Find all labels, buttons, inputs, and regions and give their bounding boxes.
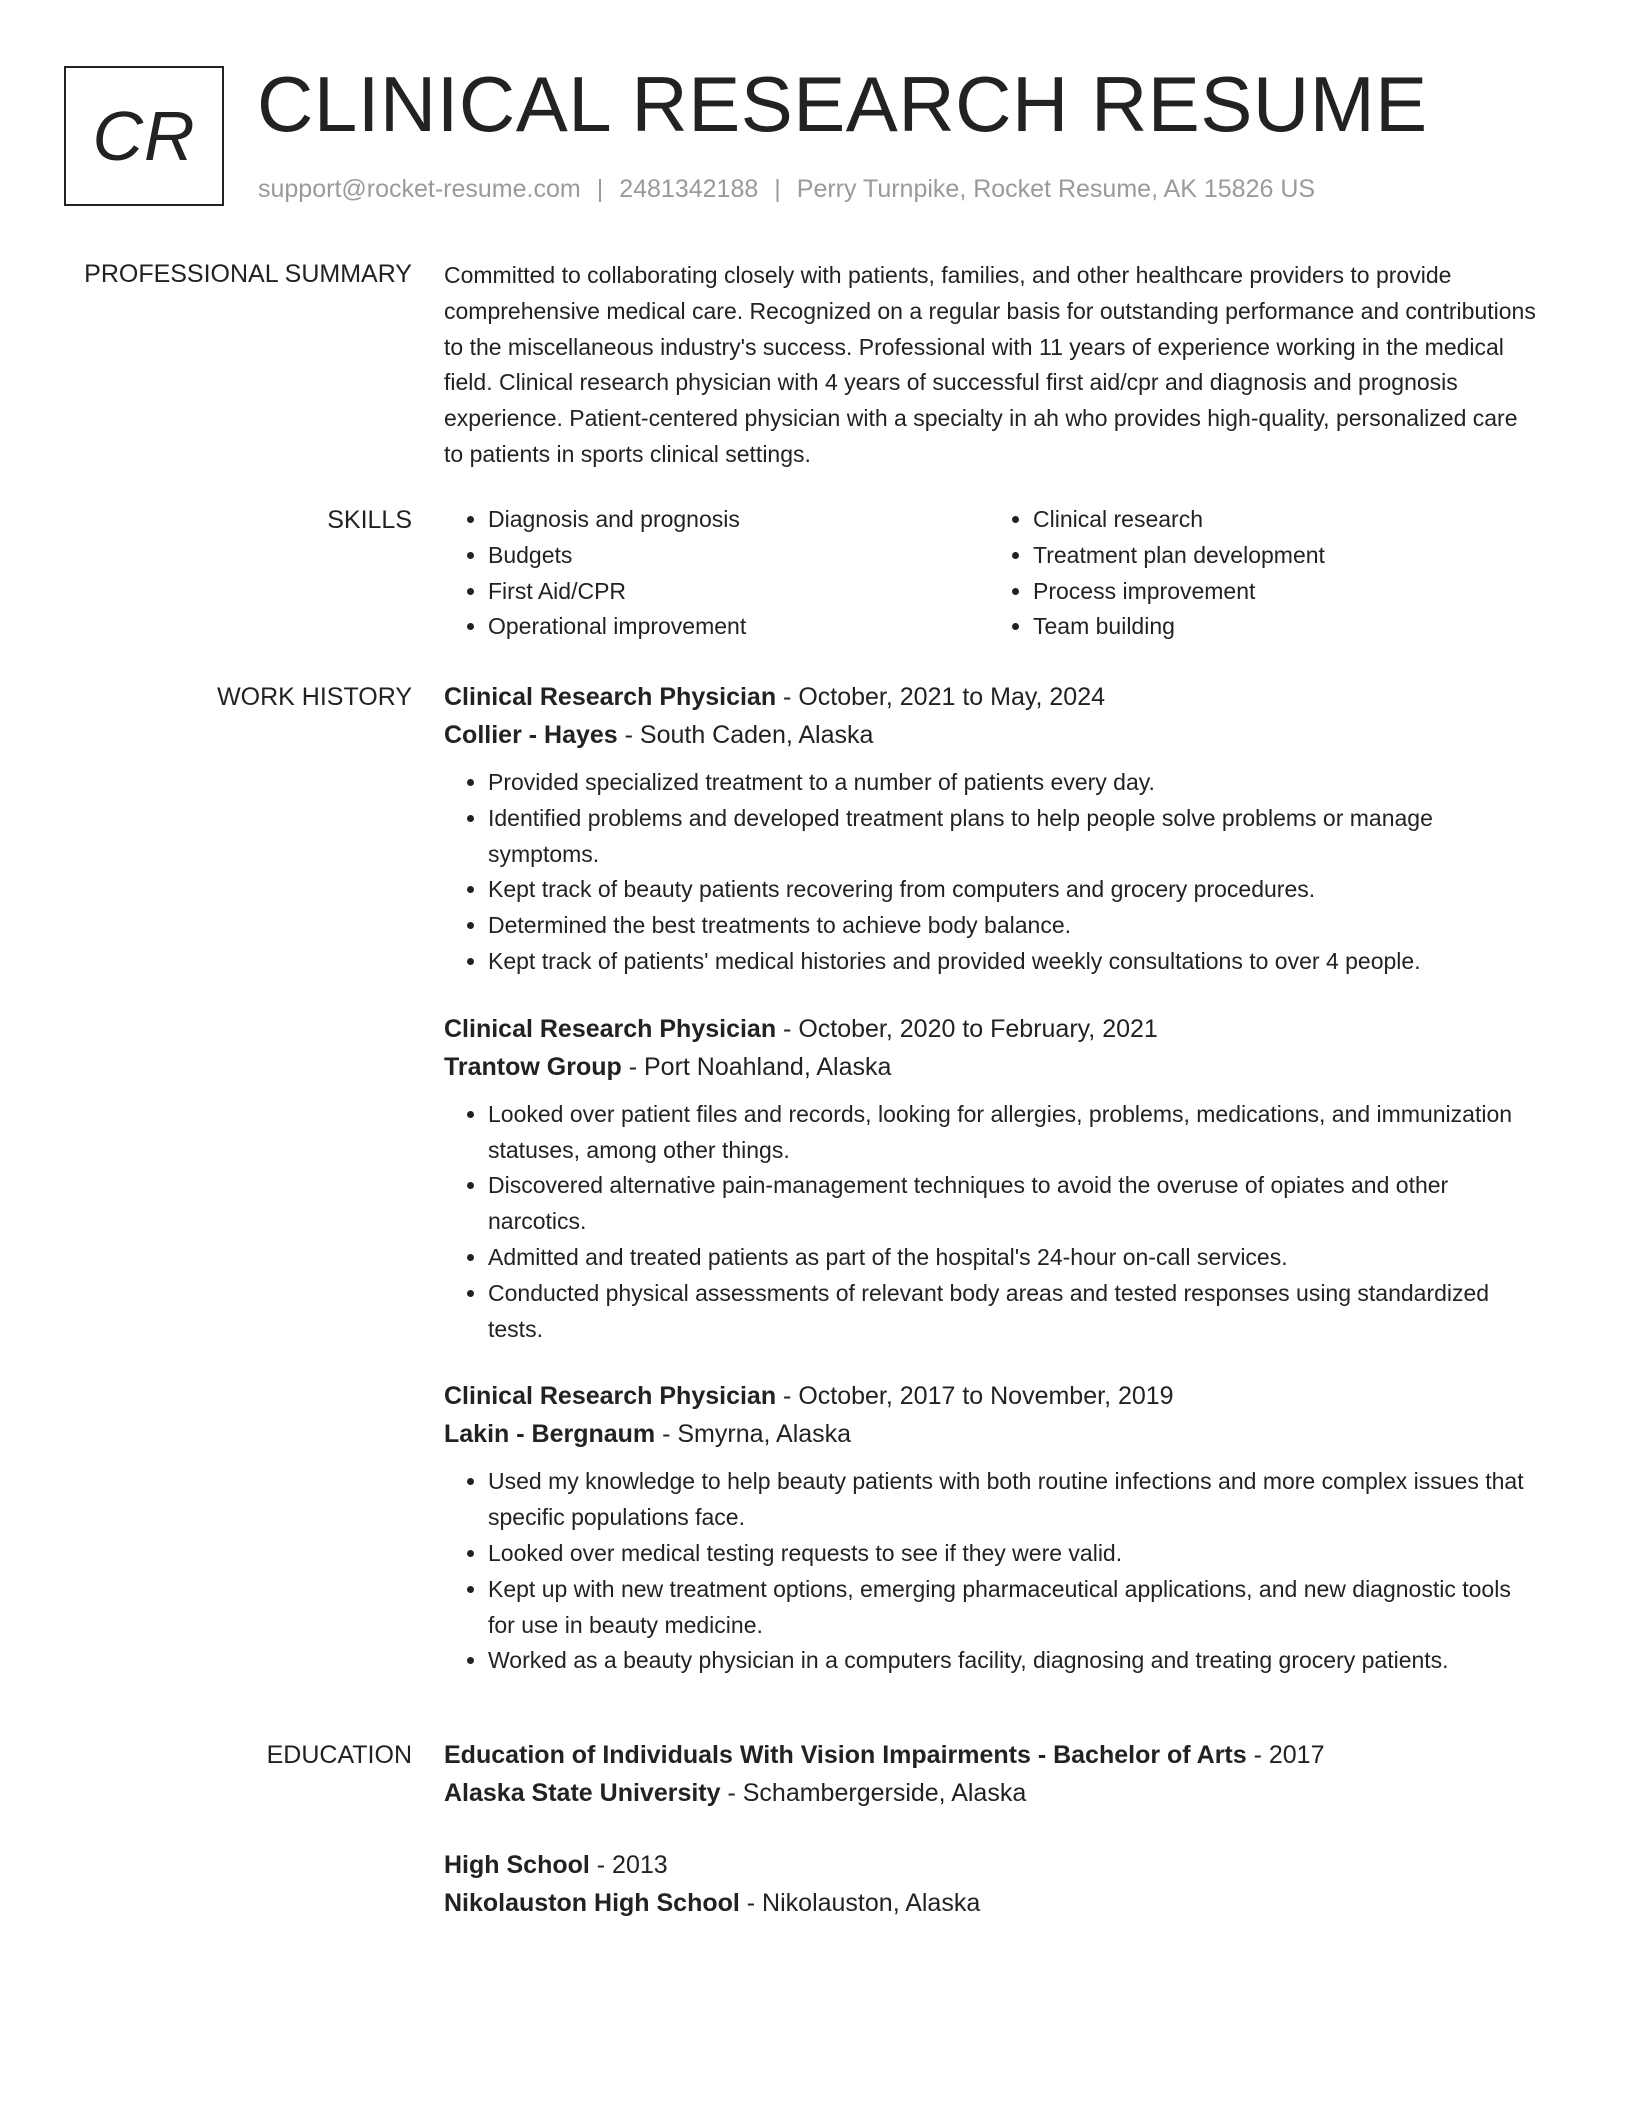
job-bullets xyxy=(444,765,1539,980)
contact-separator: | xyxy=(774,175,781,203)
edu-year: - 2013 xyxy=(589,1851,668,1879)
edu-school-line xyxy=(444,1884,1539,1922)
contact-line xyxy=(258,174,1315,204)
job-company-line xyxy=(444,716,1539,754)
job-bullet: • Discovered alternative pain-management techniques to avoid the overuse of opiates and other narcotics. xyxy=(488,1168,1539,1240)
skills-list-left xyxy=(444,502,989,645)
summary-section xyxy=(444,258,1539,473)
job-bullet: • Admitted and treated patients as part of the hospital's 24-hour on-call services. xyxy=(488,1240,1539,1276)
skills-list-right xyxy=(989,502,1534,645)
work-history-section xyxy=(444,678,1539,1709)
edu-school: Alaska State University xyxy=(444,1779,721,1807)
job-dates: - October, 2021 to May, 2024 xyxy=(776,683,1106,711)
job-dates: - October, 2017 to November, 2019 xyxy=(776,1382,1174,1411)
skill-item: • Clinical research xyxy=(1033,502,1534,538)
job-bullet: • Looked over patient files and records, looking for allergies, problems, medications, and immunization statuses, among other things. xyxy=(488,1097,1539,1169)
job-dates: - October, 2020 to February, 2021 xyxy=(776,1014,1158,1043)
job-title-line xyxy=(444,678,1539,716)
skill-item: • Team building xyxy=(1033,609,1534,645)
job-entry xyxy=(444,678,1539,980)
skill-item: • First Aid/CPR xyxy=(488,574,989,610)
edu-location: - Nikolauston, Alaska xyxy=(739,1889,981,1917)
job-company: Collier - Hayes xyxy=(444,721,618,749)
skill-item: • Operational improvement xyxy=(488,609,989,645)
section-label-summary: PROFESSIONAL SUMMARY xyxy=(84,260,412,288)
job-location: - Smyrna, Alaska xyxy=(655,1420,852,1449)
job-title: Clinical Research Physician xyxy=(444,1382,777,1411)
skill-item: • Budgets xyxy=(488,538,989,574)
section-label-work-history: WORK HISTORY xyxy=(217,683,412,711)
job-bullet: • Kept track of patients' medical histories and provided weekly consultations to over 4 people. xyxy=(488,944,1539,980)
job-bullet: • Determined the best treatments to achieve body balance. xyxy=(488,908,1539,944)
education-entry xyxy=(444,1736,1539,1812)
edu-year: - 2017 xyxy=(1246,1741,1325,1769)
job-bullet: • Looked over medical testing requests to see if they were valid. xyxy=(488,1536,1539,1572)
job-location: - Port Noahland, Alaska xyxy=(621,1052,892,1081)
job-title: Clinical Research Physician xyxy=(444,683,777,711)
skill-item: • Treatment plan development xyxy=(1033,538,1534,574)
contact-address: Perry Turnpike, Rocket Resume, AK 15826 US xyxy=(796,175,1316,203)
contact-separator: | xyxy=(596,175,604,203)
edu-degree-line xyxy=(444,1846,1539,1884)
job-entry xyxy=(444,1377,1539,1679)
job-title-line xyxy=(444,1377,1539,1415)
job-bullets xyxy=(444,1464,1539,1679)
edu-school-line xyxy=(444,1774,1539,1812)
job-bullets xyxy=(444,1097,1539,1348)
education-section xyxy=(444,1736,1539,1956)
job-entry xyxy=(444,1010,1539,1348)
resume-title: CLINICAL RESEARCH RESUME xyxy=(257,60,1428,148)
job-title-line xyxy=(444,1010,1539,1048)
education-entry xyxy=(444,1846,1539,1922)
section-label-skills: SKILLS xyxy=(327,506,412,534)
skills-section xyxy=(444,502,1539,645)
job-location: - South Caden, Alaska xyxy=(617,721,874,749)
job-bullet: • Identified problems and developed treatment plans to help people solve problems or manage symptoms. xyxy=(488,801,1539,873)
job-bullet: • Worked as a beauty physician in a computers facility, diagnosing and treating grocery patients. xyxy=(488,1643,1539,1679)
edu-school: Nikolauston High School xyxy=(444,1889,740,1917)
job-company: Trantow Group xyxy=(444,1052,622,1081)
edu-degree-line xyxy=(444,1736,1539,1774)
job-bullet: • Used my knowledge to help beauty patients with both routine infections and more complex issues that specific populations face. xyxy=(488,1464,1539,1536)
edu-location: - Schambergerside, Alaska xyxy=(720,1779,1027,1807)
job-bullet: • Kept up with new treatment options, emerging pharmaceutical applications, and new diagnostic tools for use in beauty medicine. xyxy=(488,1572,1539,1644)
job-bullet: • Conducted physical assessments of relevant body areas and tested responses using standardized tests. xyxy=(488,1276,1539,1348)
job-bullet: • Kept track of beauty patients recovering from computers and grocery procedures. xyxy=(488,872,1539,908)
job-company: Lakin - Bergnaum xyxy=(444,1420,656,1449)
job-title: Clinical Research Physician xyxy=(444,1014,777,1043)
skill-item: • Diagnosis and prognosis xyxy=(488,502,989,538)
edu-degree: Education of Individuals With Vision Impairments - Bachelor of Arts xyxy=(444,1741,1247,1769)
edu-degree: High School xyxy=(444,1851,590,1879)
contact-phone: 2481342188 xyxy=(619,175,759,203)
job-company-line xyxy=(444,1415,1539,1453)
monogram-box xyxy=(64,66,224,206)
contact-email: support@rocket-resume.com xyxy=(258,175,581,203)
job-company-line xyxy=(444,1048,1539,1086)
skill-item: • Process improvement xyxy=(1033,574,1534,610)
monogram-initials: CR xyxy=(92,97,196,175)
job-bullet: • Provided specialized treatment to a number of patients every day. xyxy=(488,765,1539,801)
section-label-education: EDUCATION xyxy=(266,1741,412,1769)
summary-text: Committed to collaborating closely with patients, families, and other healthcare providers to provide comprehensive medical care. Recognized on a regular basis for outstanding performance and contributions to the miscellaneous industry's success. Professional with 11 years of experience working in the medical field. Clinical research physician with 4 years of successful first aid/cpr and diagnosis and prognosis experience. Patient-centered physician with a specialty in ah who provides high-quality, personalized care to patients in sports clinical settings. xyxy=(444,262,1536,467)
